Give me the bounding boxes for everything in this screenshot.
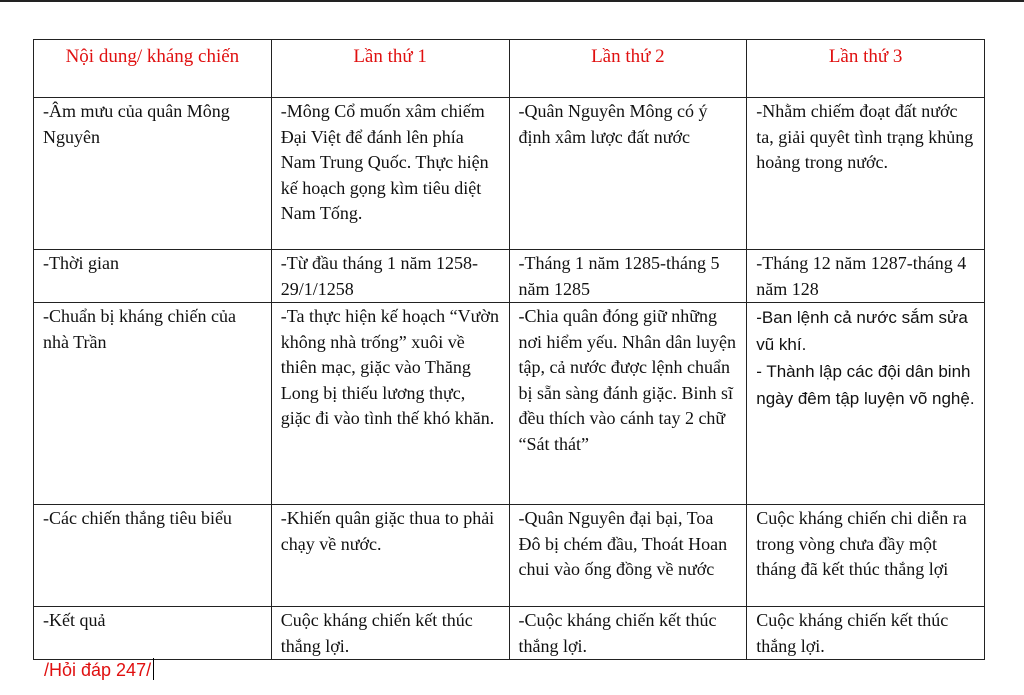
table-row: [34, 250, 985, 303]
table-cell: -Quân Nguyên đại bại, Toa Đô bị chém đầu, Thoát Hoan chui vào ống đồng về nước: [509, 505, 747, 607]
watermark-text: [44, 658, 154, 681]
cell-line: -Ban lệnh cả nước sắm sửa vũ khí.: [756, 308, 968, 354]
header-content: Nội dung/ kháng chiến: [34, 40, 272, 98]
row-label: -Các chiến thắng tiêu biểu: [34, 505, 272, 607]
table-cell: -Khiến quân giặc thua to phải chạy về nước.: [271, 505, 509, 607]
table-header-row: [34, 40, 985, 98]
table-cell: -Nhằm chiếm đoạt đất nước ta, giải quyêt tình trạng khủng hoảng trong nước.: [747, 98, 985, 250]
table-cell: Cuộc kháng chiến kết thúc thắng lợi.: [271, 607, 509, 660]
row-label: -Chuẩn bị kháng chiến của nhà Trần: [34, 303, 272, 505]
comparison-table: [33, 39, 985, 660]
header-first-war: Lần thứ 1: [271, 40, 509, 98]
row-label: -Thời gian: [34, 250, 272, 303]
table-cell: -Chia quân đóng giữ những nơi hiểm yếu. Nhân dân luyện tập, cả nước được lệnh chuẩn bị sẵn sàng đánh giặc. Binh sĩ đều thích vào cánh tay 2 chữ “Sát thát”: [509, 303, 747, 505]
row-label: -Kết quả: [34, 607, 272, 660]
cell-line: - Thành lập các đội dân binh ngày đêm tập luyện võ nghệ.: [756, 362, 975, 408]
table-row: [34, 607, 985, 660]
table-cell: -Tháng 12 năm 1287-tháng 4 năm 128: [747, 250, 985, 303]
table-cell: -Quân Nguyên Mông có ý định xâm lược đất nước: [509, 98, 747, 250]
header-third-war: Lần thứ 3: [747, 40, 985, 98]
table-cell: -Tháng 1 năm 1285-tháng 5 năm 1285: [509, 250, 747, 303]
table-cell: -Ta thực hiện kế hoạch “Vườn không nhà trống” xuôi về thiên mạc, giặc vào Thăng Long bị thiếu lương thực, giặc đi vào tình thế khó khăn.: [271, 303, 509, 505]
table-cell: -Cuộc kháng chiến kết thúc thắng lợi.: [509, 607, 747, 660]
table-cell: Cuộc kháng chiến kết thúc thắng lợi.: [747, 607, 985, 660]
watermark-label: /Hỏi đáp 247/: [44, 660, 152, 680]
table-row: [34, 505, 985, 607]
table-row: [34, 303, 985, 505]
table-row: [34, 98, 985, 250]
table-cell: [747, 303, 985, 505]
text-cursor: [153, 658, 154, 680]
header-second-war: Lần thứ 2: [509, 40, 747, 98]
table-cell: -Mông Cổ muốn xâm chiếm Đại Việt để đánh lên phía Nam Trung Quốc. Thực hiện kế hoạch gọng kìm tiêu diệt Nam Tống.: [271, 98, 509, 250]
table-cell: Cuộc kháng chiến chi diễn ra trong vòng chưa đầy một tháng đã kết thúc thắng lợi: [747, 505, 985, 607]
table-cell: -Từ đầu tháng 1 năm 1258-29/1/1258: [271, 250, 509, 303]
row-label: -Âm mưu của quân Mông Nguyên: [34, 98, 272, 250]
